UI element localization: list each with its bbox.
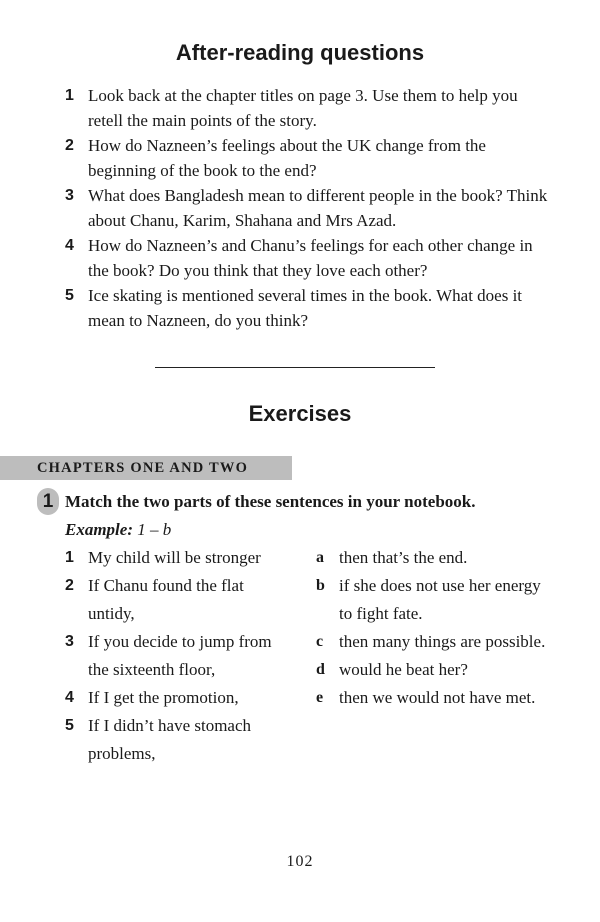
exercise-instruction: Match the two parts of these sentences in your notebook. — [65, 492, 476, 511]
example-label: Example: — [65, 520, 133, 539]
question-number: 3 — [65, 187, 74, 204]
example-value: 1 – b — [137, 520, 172, 539]
example-line — [65, 518, 171, 542]
list-item — [65, 184, 555, 233]
list-item — [316, 628, 546, 656]
item-number: 4 — [65, 689, 74, 706]
left-column — [65, 544, 290, 768]
list-item — [65, 684, 290, 712]
divider — [155, 367, 435, 368]
item-letter: b — [316, 577, 325, 594]
item-number: 1 — [65, 549, 74, 566]
item-number: 5 — [65, 717, 74, 734]
list-item — [316, 656, 546, 684]
question-text: How do Nazneen’s feelings about the UK change from the beginning of the book to the end? — [88, 136, 486, 180]
list-item — [65, 712, 290, 768]
item-text: then many things are possible. — [339, 632, 546, 651]
item-letter: c — [316, 633, 324, 650]
question-number: 1 — [65, 87, 74, 104]
list-item — [316, 684, 546, 712]
list-item — [316, 572, 546, 628]
exercise-number-badge: 1 — [37, 488, 59, 515]
item-text: If you decide to jump from the sixteenth floor, — [88, 632, 272, 679]
question-number: 4 — [65, 237, 74, 254]
chapter-heading-bar — [0, 456, 292, 480]
item-text: if she does not use her energy to fight fate. — [339, 576, 541, 623]
item-text: My child will be stronger — [88, 548, 261, 567]
item-text: then we would not have met. — [339, 688, 536, 707]
item-text: If I get the promotion, — [88, 688, 239, 707]
item-text: then that’s the end. — [339, 548, 468, 567]
item-letter: a — [316, 549, 324, 566]
questions-list — [65, 84, 555, 334]
list-item — [65, 628, 290, 684]
page-number: 102 — [286, 853, 314, 870]
list-item — [65, 234, 555, 283]
question-text: How do Nazneen’s and Chanu’s feelings for each other change in the book? Do you think that they love each other? — [88, 236, 533, 280]
question-number: 2 — [65, 137, 74, 154]
list-item — [65, 572, 290, 628]
list-item — [65, 284, 555, 333]
list-item — [65, 84, 555, 133]
section-title: Exercises — [248, 401, 352, 426]
chapter-heading: CHAPTERS ONE AND TWO — [37, 460, 249, 476]
page-title: After-reading questions — [175, 40, 425, 65]
question-text: Look back at the chapter titles on page 3. Use them to help you retell the main points of the story. — [88, 86, 518, 130]
question-number: 5 — [65, 287, 74, 304]
item-number: 3 — [65, 633, 74, 650]
item-text: If Chanu found the flat untidy, — [88, 576, 244, 623]
list-item — [316, 544, 546, 572]
list-item — [65, 134, 555, 183]
question-text: Ice skating is mentioned several times in the book. What does it mean to Nazneen, do you think? — [88, 286, 523, 330]
item-letter: e — [316, 689, 324, 706]
item-letter: d — [316, 661, 325, 678]
item-text: would he beat her? — [339, 660, 468, 679]
right-column — [316, 544, 546, 712]
list-item — [65, 544, 290, 572]
question-text: What does Bangladesh mean to different people in the book? Think about Chanu, Karim, Shahana and Mrs Azad. — [88, 186, 548, 230]
item-number: 2 — [65, 577, 74, 594]
item-text: If I didn’t have stomach problems, — [88, 716, 252, 763]
